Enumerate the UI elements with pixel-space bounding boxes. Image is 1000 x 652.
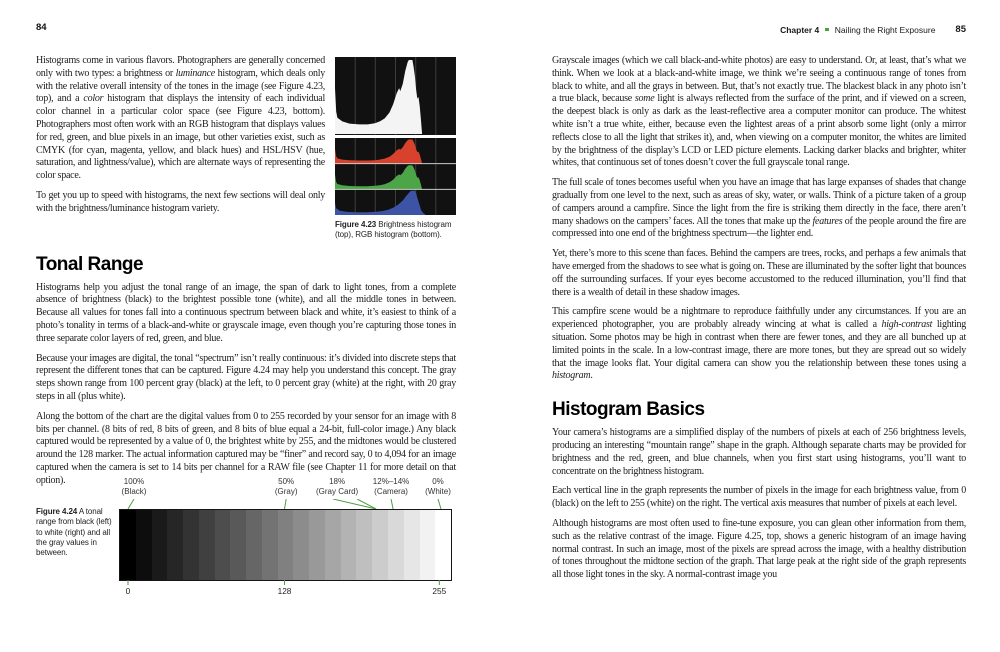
gray-ramp-axis bbox=[119, 586, 452, 598]
callout-lines bbox=[119, 499, 452, 509]
gray-ramp-labels bbox=[119, 477, 452, 500]
gray-step bbox=[293, 510, 309, 580]
red-channel-curve bbox=[335, 140, 422, 164]
ramp-label: 0% (White) bbox=[425, 477, 451, 496]
tonal-paragraph-1: Histograms help you adjust the tonal range of an image, the span of dark to light tones, from a complete absence of brightness (black) to the brightest possible tone (white), and all the middle tones in between. Because all values for tones fall into a continuous spectrum between black and white, it’s easiest to think of a photo’s tonality in terms of a black-and-white or grayscale image, even though you’re capturing those tones in three separate color layers of red, green, and blue. bbox=[36, 281, 456, 344]
basics-paragraph-3: Although histograms are most often used to fine-tune exposure, you can glean other information from them, such as the relative contrast of the image. Figure 4.25, top, shows a generic histogram of an image having normal contrast. In such an image, most of the pixels are spread across the image, with a healthy distribution of tones throughout the midtone section of the graph. That large peak at the right side of the graph represents all those light tones in the sky. A normal-contrast image you bbox=[552, 517, 966, 581]
ramp-label: 50% (Gray) bbox=[274, 477, 298, 496]
gray-step bbox=[230, 510, 246, 580]
intro-section bbox=[36, 0, 456, 240]
tonal-paragraph-3: Along the bottom of the chart are the digital values from 0 to 255 recorded by your sensor for an image with 8 bits per channel. (8 bits of red, 8 bits of green, and 8 bits of blue equal a 24-bit, full-color image.) Any black captured would be represented by a value of 0, the brightest white by 255, and the midtones would be clustered around the 128 marker. The actual information captured may be “finer” and record say, 0 to 4,094 for an image captured when the camera is set to 14 bits per channel for a RAW file (see Chapter 11 for more detail on that option). bbox=[36, 410, 456, 486]
gray-step bbox=[309, 510, 325, 580]
tonal-paragraph-2: Because your images are digital, the tonal “spectrum” isn’t really continuous: it’s divided into discrete steps that represent the different tones that can be captured. Figure 4.24 may help you understand this concept. The gray steps shown range from 100 percent gray (black) at the left, to 0 percent gray (white) at the right, with 20 gray steps in all (plus white). bbox=[36, 352, 456, 402]
gray-step bbox=[325, 510, 341, 580]
figure-4-23 bbox=[335, 57, 456, 241]
gray-step bbox=[262, 510, 278, 580]
intro-paragraph-1: Histograms come in various flavors. Photographers are generally concerned only with two types: a brightness or luminance histogram, which deals only with the relative overall intensity of the tones in the image (see Figure 4.23, top), and a color histogram that displays the intensity of each individual color channel in a particular color space (see Figure 4.23, bottom). Photographers most often work with an RGB histogram that displays values for red, green, and blue pixels in an image, but other varieties exist, such as CMYK (for cyan, magenta, yellow, and black hues) and HSL/HSV (hue, saturation, and lightness/value), which are alternate ways of representing the color space. bbox=[36, 55, 325, 182]
gray-step bbox=[341, 510, 357, 580]
grayscale-paragraph-2: The full scale of tones becomes useful when you have an image that has large expanses of shades that change gradually from one level to the next, such as areas of sky, water, or walls. Think of a picture taken of a group of campers around a campfire. Since the light from the fire is striking them directly in the face, there aren’t many shadows on the campers’ faces. All the tones that make up the features of the people around the fire are compressed into one end of the brightness spectrum—the lighter end. bbox=[552, 177, 966, 240]
green-channel-curve bbox=[335, 165, 422, 189]
section-heading-histogram-basics: Histogram Basics bbox=[552, 399, 705, 421]
intro-paragraph-2: To get you up to speed with histograms, the next few sections will deal only with the brightness/luminance histogram variety. bbox=[36, 189, 325, 214]
gray-step bbox=[183, 510, 199, 580]
running-header bbox=[780, 24, 966, 35]
basics-paragraph-2: Each vertical line in the graph represents the number of pixels in the image for each brightness value, from 0 (black) on the left to 255 (white) on the right. The vertical axis measures that number of pixels at each level. bbox=[552, 485, 966, 510]
gray-step bbox=[372, 510, 388, 580]
figure-4-24 bbox=[36, 477, 454, 609]
figure-4-23-caption-text: Brightness histogram (top), RGB histogram (bottom). bbox=[335, 220, 452, 240]
ramp-label: 100% (Black) bbox=[121, 477, 147, 496]
grayscale-paragraph-4: This campfire scene would be a nightmare to reproduce faithfully under any circumstances. If you are an experienced photographer, you are probably already wincing at what is called a high-contrast lighting situation. Some photos may be high in contrast when there are fewer tones, and they are all bunched up at limited points in the scale. In a low-contrast image, there are more tones, but they are spread out so widely that the image looks flat. Your digital camera can show you the relationship between these tones using a histogram. bbox=[552, 306, 966, 382]
gray-step bbox=[404, 510, 420, 580]
gray-step bbox=[420, 510, 436, 580]
ramp-axis-value: 255 bbox=[432, 586, 447, 596]
page-number-right: 85 bbox=[955, 24, 966, 35]
brightness-curve bbox=[335, 60, 422, 134]
brightness-histogram-image bbox=[335, 57, 456, 135]
ramp-label: 12%–14% (Camera) bbox=[372, 477, 410, 496]
figure-4-23-caption bbox=[335, 220, 456, 241]
gray-step bbox=[356, 510, 372, 580]
header-chapter-title: Nailing the Right Exposure bbox=[834, 24, 936, 35]
gray-step bbox=[167, 510, 183, 580]
blue-channel-curve bbox=[335, 191, 426, 215]
separator-square-icon bbox=[825, 28, 829, 32]
gray-step bbox=[120, 510, 136, 580]
gray-step bbox=[152, 510, 168, 580]
gray-step bbox=[199, 510, 215, 580]
gray-step bbox=[435, 510, 451, 580]
gray-step bbox=[215, 510, 231, 580]
page-85 bbox=[552, 0, 966, 652]
figure-4-23-label: Figure 4.23 bbox=[335, 220, 377, 229]
figure-4-24-caption bbox=[36, 507, 120, 558]
ramp-axis-value: 0 bbox=[125, 586, 131, 596]
gray-step bbox=[278, 510, 294, 580]
section-heading-tonal-range: Tonal Range bbox=[36, 253, 144, 275]
figure-4-24-label: Figure 4.24 bbox=[36, 507, 78, 516]
right-page-body bbox=[552, 0, 966, 582]
rgb-histogram-image bbox=[335, 138, 456, 215]
page-84 bbox=[36, 0, 456, 652]
gray-step bbox=[136, 510, 152, 580]
basics-paragraph-1: Your camera’s histograms are a simplified display of the numbers of pixels at each of 256 brightness levels, producing an interesting “mountain range” shape in the graph. Although separate charts may be provided for brightness and the red, green, and blue channels, when you first start using histograms, you’ll want to concentrate on the brightness histogram. bbox=[552, 427, 966, 477]
gray-step bbox=[246, 510, 262, 580]
header-chapter: Chapter 4 bbox=[780, 24, 820, 35]
grayscale-paragraph-3: Yet, there’s more to this scene than faces. Behind the campers are trees, rocks, and perhaps a few animals that have emerged from the shadows to see what is going on. These are illuminated by the softer light that bounces off the surrounding surfaces. If your eyes become accustomed to the reduced illumination, you’ll find that there is a wealth of detail in these shadow images. bbox=[552, 248, 966, 298]
page-number-left: 84 bbox=[36, 22, 47, 33]
grayscale-paragraph-1: Grayscale images (which we call black-and-white photos) are easy to understand. Or, at least, that’s what we think. When we look at a black-and-white image, we think we’re seeing a continuous range of tones from black to white, and all the grays in between. But, that’s not exactly true. The blackest black in any photo isn’t a true black, because some light is always reflected from the surface of the print, and if viewed on a screen, the deepest black is only as dark as the least-reflective area a computer monitor can produce. The whitest white isn’t a true white, either, because even the lightest areas of a print absorb some light (only a mirror reflects close to all the light that strikes it), and, when viewing on a computer monitor, the whites are limited by the brightness of the display’s LCD or LED picture elements. Lacking darker blacks and brighter, whiter whites, that continuous set of tones doesn’t cover the full grayscale tonal range. bbox=[552, 55, 966, 169]
ramp-axis-value: 128 bbox=[277, 586, 292, 596]
gray-ramp-bar bbox=[119, 509, 452, 581]
figure-4-24-caption-text: A tonal range from black (left) to white (right) and all the gray values in between. bbox=[36, 507, 112, 558]
gray-step bbox=[388, 510, 404, 580]
ramp-label: 18% (Gray Card) bbox=[315, 477, 359, 496]
